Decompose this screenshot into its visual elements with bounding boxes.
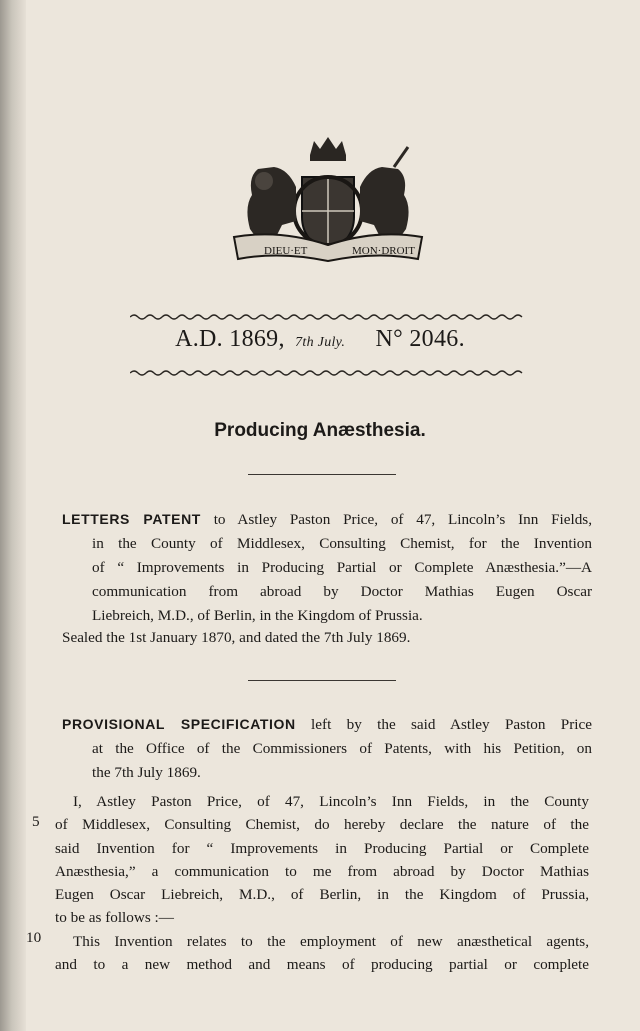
text-line: at the Office of the Commissioners of Patents, with his Petition, on [92, 740, 592, 757]
text-line: to Astley Paston Price, of 47, Lincoln’s Inn Fields, [200, 511, 592, 528]
body-paragraph [55, 790, 589, 976]
text-line: Liebreich, M.D., of Berlin, in the Kingdom of Prussia. [92, 607, 423, 624]
text-line: communication from abroad by Doctor Mathias Eugen Oscar [92, 583, 592, 600]
divider [248, 474, 396, 475]
letters-patent-paragraph [62, 507, 592, 628]
text-line: to be as follows :— [55, 909, 174, 927]
line-number: 10 [26, 929, 42, 946]
text-line: in the County of Middlesex, Consulting Chemist, for the Invention [92, 535, 592, 552]
text-line: This Invention relates to the employment of new anæsthetical agents, [73, 932, 589, 950]
document-title: Producing Anæsthesia. [214, 420, 426, 441]
letters-patent-lead: LETTERS PATENT [62, 511, 201, 527]
wavy-rule-bottom [130, 368, 526, 378]
patent-date: 7th July. [295, 335, 346, 350]
patent-number: N° 2046. [375, 326, 465, 352]
emblem-motto-right: MON·DROIT [352, 245, 415, 257]
page-edge-shadow [0, 0, 26, 1031]
text-line: left by the said Astley Paston Price [295, 716, 593, 733]
text-line: the 7th July 1869. [92, 764, 201, 781]
provisional-lead: PROVISIONAL SPECIFICATION [62, 716, 296, 732]
text-line: I, Astley Paston Price, of 47, Lincoln’s Inn Fields, in the County [73, 793, 589, 810]
text-line: of “ Improvements in Producing Partial or Complete Anæsthesia.”—A [92, 559, 592, 576]
text-line: Anæsthesia,” a communication to me from abroad by Doctor Mathias [55, 862, 589, 880]
wavy-rule-top [130, 312, 526, 322]
patent-heading [0, 326, 640, 353]
sealed-line: Sealed the 1st January 1870, and dated the 7th July 1869. [62, 629, 411, 646]
text-line: Eugen Oscar Liebreich, M.D., of Berlin, in the Kingdom of Prussia, [55, 886, 589, 904]
emblem-motto-left: DIEU·ET [264, 245, 308, 257]
text-line: and to a new method and means of producing partial or complete [55, 956, 589, 974]
divider [248, 680, 396, 681]
royal-coat-of-arms-icon [230, 133, 426, 265]
text-line: of Middlesex, Consulting Chemist, do hereby declare the nature of the [55, 816, 589, 834]
provisional-paragraph [62, 712, 592, 785]
patent-year: A.D. 1869, [175, 326, 285, 352]
line-number: 5 [32, 813, 40, 830]
text-line: said Invention for “ Improvements in Producing Partial or Complete [55, 839, 589, 857]
